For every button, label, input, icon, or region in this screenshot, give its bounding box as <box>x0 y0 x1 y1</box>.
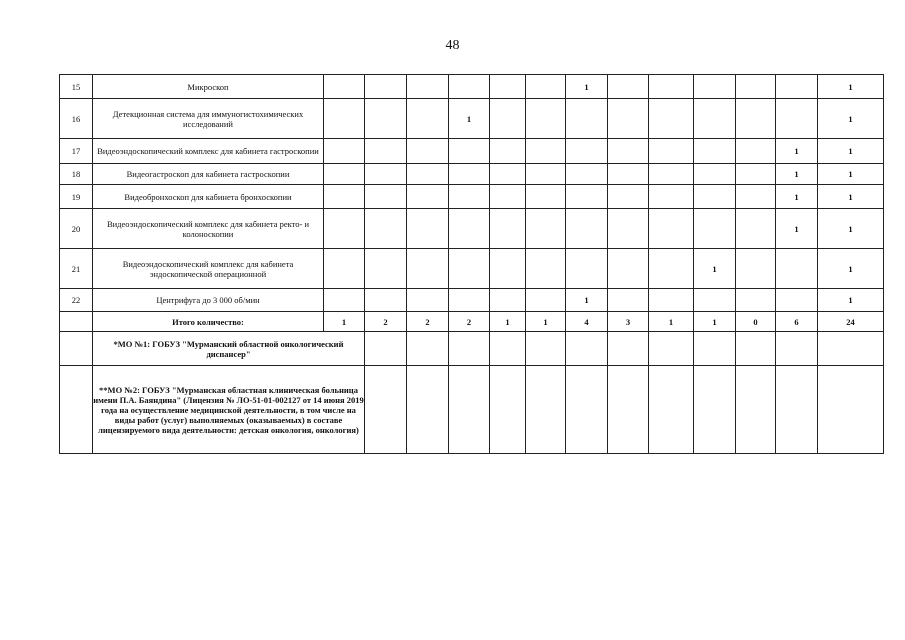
quantity-cell <box>324 185 365 209</box>
quantity-cell <box>694 164 736 185</box>
empty-cell <box>449 332 490 366</box>
total-cell: 0 <box>736 312 776 332</box>
total-cell: 4 <box>566 312 608 332</box>
empty-cell <box>694 332 736 366</box>
empty-cell <box>490 366 526 454</box>
empty-cell <box>526 332 566 366</box>
empty-cell <box>818 366 884 454</box>
note-number-cell <box>60 332 93 366</box>
quantity-cell <box>449 185 490 209</box>
quantity-cell <box>526 185 566 209</box>
table-body <box>60 75 884 454</box>
row-number: 20 <box>60 209 93 249</box>
empty-cell <box>736 366 776 454</box>
quantity-cell <box>566 209 608 249</box>
row-number: 22 <box>60 289 93 312</box>
quantity-cell <box>449 249 490 289</box>
empty-cell <box>407 366 449 454</box>
quantity-cell: 1 <box>818 185 884 209</box>
quantity-cell <box>407 185 449 209</box>
quantity-cell <box>407 209 449 249</box>
quantity-cell <box>566 249 608 289</box>
quantity-cell <box>365 75 407 99</box>
quantity-cell <box>490 249 526 289</box>
total-cell: 24 <box>818 312 884 332</box>
quantity-cell: 1 <box>818 164 884 185</box>
total-cell: 2 <box>407 312 449 332</box>
quantity-cell <box>736 185 776 209</box>
quantity-cell: 1 <box>818 209 884 249</box>
empty-cell <box>776 366 818 454</box>
quantity-cell <box>449 75 490 99</box>
quantity-cell <box>365 99 407 139</box>
quantity-cell <box>365 209 407 249</box>
quantity-cell <box>324 164 365 185</box>
quantity-cell <box>324 249 365 289</box>
row-number: 15 <box>60 75 93 99</box>
quantity-cell <box>449 139 490 164</box>
table-row <box>60 289 884 312</box>
empty-cell <box>736 332 776 366</box>
quantity-cell <box>608 249 649 289</box>
quantity-cell <box>449 289 490 312</box>
quantity-cell <box>694 75 736 99</box>
quantity-cell: 1 <box>776 139 818 164</box>
note-mo2: **МО №2: ГОБУЗ "Мурманская областная клиническая больница имени П.А. Баяндина" (Лицензия № ЛО-51-01-002127 от 14 июня 2019 года на осуществление медицинской деятельности, в том числе на виды работ (услуг) выполняемых (оказываемых) в составе лицензируемого вида деятельности: детская онкология, онкология) <box>93 366 365 454</box>
quantity-cell <box>608 185 649 209</box>
table-row <box>60 185 884 209</box>
quantity-cell: 1 <box>818 75 884 99</box>
table-row <box>60 75 884 99</box>
empty-cell <box>407 332 449 366</box>
total-cell: 1 <box>324 312 365 332</box>
total-cell: 1 <box>649 312 694 332</box>
quantity-cell <box>566 164 608 185</box>
equipment-name: Видеоэндоскопический комплекс для кабинета ректо- и колоноскопии <box>93 209 324 249</box>
equipment-name: Центрифуга до 3 000 об/мин <box>93 289 324 312</box>
quantity-cell <box>365 289 407 312</box>
empty-cell <box>694 366 736 454</box>
quantity-cell <box>566 185 608 209</box>
quantity-cell <box>566 139 608 164</box>
quantity-cell <box>365 249 407 289</box>
quantity-cell <box>776 75 818 99</box>
row-number: 18 <box>60 164 93 185</box>
quantity-cell <box>490 99 526 139</box>
quantity-cell <box>694 139 736 164</box>
quantity-cell <box>608 209 649 249</box>
quantity-cell <box>736 99 776 139</box>
quantity-cell <box>407 99 449 139</box>
quantity-cell <box>566 99 608 139</box>
row-number: 16 <box>60 99 93 139</box>
empty-cell <box>776 332 818 366</box>
quantity-cell <box>608 164 649 185</box>
quantity-cell <box>324 209 365 249</box>
row-number: 17 <box>60 139 93 164</box>
quantity-cell <box>608 99 649 139</box>
quantity-cell: 1 <box>818 139 884 164</box>
empty-cell <box>365 366 407 454</box>
equipment-name: Микроскоп <box>93 75 324 99</box>
empty-cell <box>649 366 694 454</box>
quantity-cell <box>365 185 407 209</box>
quantity-cell: 1 <box>776 164 818 185</box>
quantity-cell <box>649 209 694 249</box>
quantity-cell <box>649 249 694 289</box>
quantity-cell: 1 <box>694 249 736 289</box>
table-row <box>60 164 884 185</box>
quantity-cell: 1 <box>818 289 884 312</box>
quantity-cell <box>490 209 526 249</box>
quantity-cell <box>736 289 776 312</box>
empty-cell <box>608 332 649 366</box>
empty-cell <box>365 332 407 366</box>
quantity-cell <box>694 209 736 249</box>
total-cell: 1 <box>526 312 566 332</box>
quantity-cell <box>736 75 776 99</box>
table-row <box>60 139 884 164</box>
table-row <box>60 249 884 289</box>
quantity-cell <box>407 139 449 164</box>
total-cell: 6 <box>776 312 818 332</box>
quantity-cell <box>649 289 694 312</box>
equipment-name: Видеогастроскоп для кабинета гастроскопии <box>93 164 324 185</box>
quantity-cell <box>526 139 566 164</box>
quantity-cell <box>407 164 449 185</box>
quantity-cell <box>449 164 490 185</box>
quantity-cell <box>407 289 449 312</box>
quantity-cell <box>736 209 776 249</box>
quantity-cell <box>526 99 566 139</box>
quantity-cell <box>526 75 566 99</box>
total-label: Итого количество: <box>93 312 324 332</box>
empty-cell <box>818 332 884 366</box>
note-mo1: *МО №1: ГОБУЗ "Мурманский областной онкологический диспансер" <box>93 332 365 366</box>
quantity-cell <box>449 209 490 249</box>
quantity-cell: 1 <box>818 99 884 139</box>
equipment-name: Видеоэндоскопический комплекс для кабинета эндоскопической операционной <box>93 249 324 289</box>
total-number-cell <box>60 312 93 332</box>
note-row <box>60 332 884 366</box>
quantity-cell <box>365 164 407 185</box>
quantity-cell <box>526 289 566 312</box>
empty-cell <box>649 332 694 366</box>
quantity-cell: 1 <box>566 75 608 99</box>
quantity-cell <box>736 249 776 289</box>
quantity-cell <box>776 289 818 312</box>
quantity-cell <box>490 289 526 312</box>
quantity-cell <box>694 185 736 209</box>
equipment-name: Детекционная система для иммуногистохимических исследований <box>93 99 324 139</box>
quantity-cell <box>736 164 776 185</box>
quantity-cell <box>490 75 526 99</box>
quantity-cell <box>526 164 566 185</box>
equipment-name: Видеоэндоскопический комплекс для кабинета гастроскопии <box>93 139 324 164</box>
empty-cell <box>566 366 608 454</box>
quantity-cell <box>649 139 694 164</box>
quantity-cell: 1 <box>776 209 818 249</box>
total-cell: 2 <box>449 312 490 332</box>
quantity-cell: 1 <box>566 289 608 312</box>
quantity-cell <box>649 99 694 139</box>
quantity-cell <box>407 75 449 99</box>
quantity-cell <box>526 209 566 249</box>
empty-cell <box>449 366 490 454</box>
quantity-cell <box>490 139 526 164</box>
quantity-cell <box>608 75 649 99</box>
empty-cell <box>526 366 566 454</box>
quantity-cell <box>776 99 818 139</box>
quantity-cell <box>324 75 365 99</box>
equipment-name: Видеобронхоскоп для кабинета бронхоскопии <box>93 185 324 209</box>
table-row <box>60 99 884 139</box>
quantity-cell <box>324 139 365 164</box>
total-cell: 2 <box>365 312 407 332</box>
page-number: 48 <box>445 38 460 53</box>
row-number: 21 <box>60 249 93 289</box>
quantity-cell <box>608 139 649 164</box>
quantity-cell <box>649 185 694 209</box>
quantity-cell <box>365 139 407 164</box>
equipment-table <box>59 74 884 454</box>
row-number: 19 <box>60 185 93 209</box>
empty-cell <box>608 366 649 454</box>
quantity-cell <box>649 164 694 185</box>
quantity-cell <box>736 139 776 164</box>
total-cell: 1 <box>694 312 736 332</box>
note-row <box>60 366 884 454</box>
quantity-cell: 1 <box>449 99 490 139</box>
total-cell: 3 <box>608 312 649 332</box>
total-row <box>60 312 884 332</box>
quantity-cell <box>608 289 649 312</box>
quantity-cell <box>490 164 526 185</box>
quantity-cell <box>490 185 526 209</box>
quantity-cell <box>694 289 736 312</box>
quantity-cell <box>776 249 818 289</box>
quantity-cell <box>526 249 566 289</box>
quantity-cell: 1 <box>818 249 884 289</box>
note-number-cell <box>60 366 93 454</box>
quantity-cell <box>694 99 736 139</box>
empty-cell <box>490 332 526 366</box>
table-row <box>60 209 884 249</box>
quantity-cell <box>649 75 694 99</box>
total-cell: 1 <box>490 312 526 332</box>
quantity-cell <box>407 249 449 289</box>
quantity-cell: 1 <box>776 185 818 209</box>
quantity-cell <box>324 289 365 312</box>
quantity-cell <box>324 99 365 139</box>
empty-cell <box>566 332 608 366</box>
